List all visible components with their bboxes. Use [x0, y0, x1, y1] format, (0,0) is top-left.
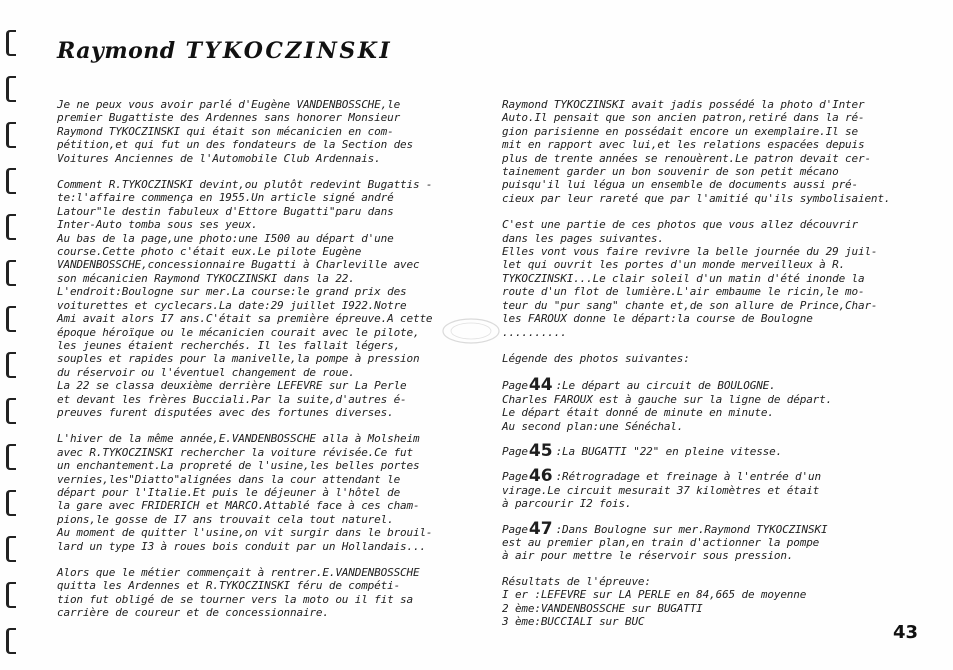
caption-text: :La BUGATTI "22" en pleine vitesse. — [555, 444, 783, 458]
title-last-name: TYKOCZINSKI — [185, 38, 393, 64]
photo-caption — [502, 518, 902, 563]
binding-ring — [6, 444, 16, 470]
binding-ring — [6, 30, 16, 56]
caption-page-number: 45 — [528, 440, 553, 461]
photo-caption — [502, 440, 902, 461]
caption-prefix: Page — [502, 444, 528, 458]
binding-ring — [6, 628, 16, 654]
binding-ring — [6, 260, 16, 286]
spiral-binding — [2, 30, 22, 660]
photo-caption — [502, 466, 902, 511]
paragraph-history: Comment R.TYKOCZINSKI devint,ou plutôt redevint Bugattis - te:l'affaire commença en 1955.Un article signé andré Latour"le destin fabuleux d'Ettore Bugatti"paru dans Inter-Auto tomba sous ses yeux. Au bas de la page,une photo:une I500 au départ d'une course.Cette photo c'était eux.Le pilote Eugène VANDENBOSSCHE,concessionnaire Bugatti à Charleville avec son mécanicien Raymond TYKOCZINSKI dans la 22. L'endroit:Boulogne sur mer.La course:le grand prix des voiturettes et cyclecars.La date:29 juillet I922.Notre Ami avait alors I7 ans.C'était sa première épreuve.A cette époque héroïque ou le mécanicien courait avec le pilote, les jeunes étaient recherchés. Il les fallait légers, souples et rapides pour la manivelle,la pompe à pression du réservoir ou l'éventuel changement de roue. La 22 se classa deuxième derrière LEFEVRE sur La Perle et devant les frères Bucciali.Par la suite,d'autres é- preuves furent disputées avec des fortunes diverses. — [57, 178, 433, 419]
binding-ring — [6, 352, 16, 378]
binding-ring — [6, 582, 16, 608]
caption-page-number: 46 — [528, 466, 553, 487]
caption-text: :Rétrogradage et freinage à l'entrée d'un virage.Le circuit mesurait 37 kilomètres et était à parcourir I2 fois. — [502, 470, 821, 511]
left-column — [57, 98, 449, 633]
race-results: Résultats de l'épreuve: I er :LEFEVRE sur LA PERLE en 84,665 de moyenne 2 ème:VANDENBOSSCHE sur BUGATTI 3 ème:BUCCIALI sur BUC — [502, 574, 807, 628]
caption-text: :Le départ au circuit de BOULOGNE. Charles FAROUX est à gauche sur la ligne de départ. Le départ était donné de minute en minute. Au second plan:une Sénéchal. — [502, 379, 833, 433]
binding-ring — [6, 306, 16, 332]
paragraph-intro: Je ne peux vous avoir parlé d'Eugène VANDENBOSSCHE,le premier Bugattiste des Ardennes sans honorer Monsieur Raymond TYKOCZINSKI qui était son mécanicien en com- pétition,et qui fut un des fondateurs de la Section des Voitures Anciennes de l'Automobile Club Ardennais. — [57, 98, 413, 165]
paragraph-molsheim: L'hiver de la même année,E.VANDENBOSSCHE alla à Molsheim avec R.TYKOCZINSKI rechercher la voiture révisée.Ce fut un enchantement.La propreté de l'usine,les belles portes vernies,les"Diatto"alignées dans la cour attendant le départ pour l'Italie.Et puis le déjeuner à l'hôtel de la gare avec FRIDERICH et MARCO.Attablé face à ces cham- pions,le gosse de I7 ans trouvait cela tout naturel. Au moment de quitter l'usine,on vit surgir dans le brouil- lard un type I3 à roues bois conduit par un Hollandais... — [57, 432, 433, 553]
binding-ring — [6, 490, 16, 516]
paragraph-boulogne: C'est une partie de ces photos que vous allez découvrir dans les pages suivantes. Elles vont vous faire revivre la belle journée du 29 juil- let qui ouvrit les portes d'un monde merveilleux à R. TYKOCZINSKI...Le clair soleil d'un matin d'été inonde la route d'un flot de lumière.L'air embaume le ricin,le mo- teur du "pur sang" chante et,de son allure de Prince,Char- les FAROUX donne le départ:la course de Boulogne .......... — [502, 218, 878, 339]
binding-ring — [6, 122, 16, 148]
binding-ring — [6, 168, 16, 194]
caption-text: :Dans Boulogne sur mer.Raymond TYKOCZINSKI est au premier plan,en train d'actionner la pompe à air pour mettre le réservoir sous pression. — [502, 522, 828, 563]
photo-caption — [502, 375, 902, 433]
legend-title: Légende des photos suivantes: — [502, 351, 690, 365]
binding-ring — [6, 76, 16, 102]
binding-ring — [6, 214, 16, 240]
binding-ring — [6, 536, 16, 562]
right-column — [502, 98, 902, 641]
paragraph-career: Alors que le métier commençait à rentrer.E.VANDENBOSSCHE quitta les Ardennes et R.TYKOCZINSKI féru de compéti- tion fut obligé de se tourner vers la moto ou il fit sa carrière de coureur et de concessionnaire. — [57, 566, 420, 620]
binding-ring — [6, 398, 16, 424]
paragraph-photo-origin: Raymond TYKOCZINSKI avait jadis possédé la photo d'Inter Auto.Il pensait que son ancien patron,retiré dans la ré- gion parisienne en possédait encore un exemplaire.Il se mit en rapport avec lui,et les relations espacées depuis plus de trente années se renouèrent.Le patron devait cer- tainement garder un bon souvenir de son petit mécano puisqu'il lui légua un ensemble de documents aussi pré- cieux par leur rareté que par l'amitié qu'ils symbolisaient. — [502, 98, 891, 205]
page-title — [57, 38, 392, 64]
caption-prefix: Page — [502, 522, 528, 536]
caption-page-number: 47 — [528, 518, 553, 539]
caption-prefix: Page — [502, 379, 528, 393]
page-number: 43 — [893, 622, 919, 643]
caption-prefix: Page — [502, 470, 528, 484]
title-first-name: Raymond — [57, 38, 176, 64]
caption-page-number: 44 — [528, 375, 553, 396]
faint-stamp-mark — [440, 316, 502, 346]
